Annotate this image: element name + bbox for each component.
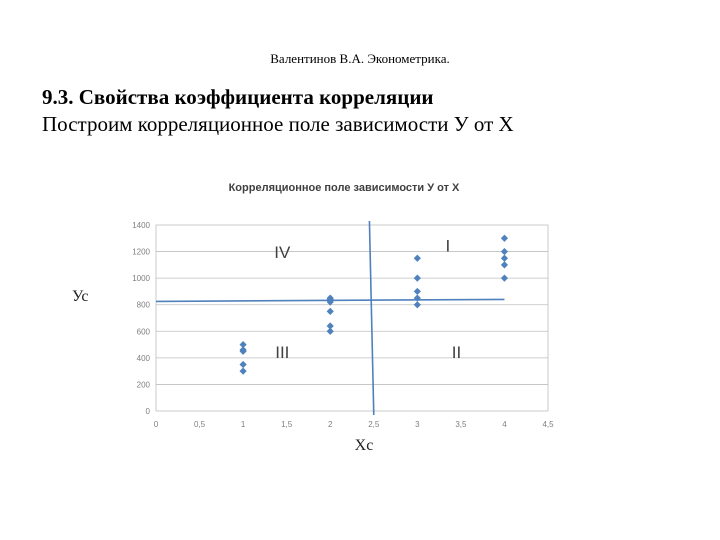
x-tick-label: 1,5	[281, 420, 293, 429]
x-axis-label: Хс	[354, 437, 374, 454]
y-tick-label: 800	[136, 300, 150, 310]
data-point	[240, 368, 247, 375]
x-tick-label: 1	[240, 420, 246, 429]
y-tick-label: 0	[145, 407, 150, 416]
data-point	[414, 275, 421, 282]
data-point	[240, 361, 247, 368]
data-point	[501, 235, 508, 242]
data-point	[414, 301, 421, 308]
section-subtitle: Построим корреляционное поле зависимости У от Х	[42, 112, 514, 136]
y-tick-label: 200	[136, 380, 150, 390]
data-point	[414, 255, 421, 262]
data-point	[240, 341, 247, 348]
page-header: Валентинов В.А. Эконометрика.	[270, 51, 450, 66]
y-axis-label: Ус	[72, 288, 89, 305]
quadrant-label: I	[445, 236, 451, 256]
correlation-figure	[60, 170, 580, 470]
quadrant-label: IV	[274, 243, 291, 263]
data-point	[501, 275, 508, 282]
x-tick-label: 0	[153, 420, 159, 429]
x-tick-label: 2	[327, 420, 333, 429]
x-tick-label: 4,5	[542, 420, 554, 429]
mean-x-line	[369, 221, 373, 415]
x-tick-label: 0,5	[193, 420, 206, 429]
data-point	[501, 248, 508, 255]
data-point	[327, 308, 334, 315]
data-point	[501, 255, 508, 262]
y-tick-label: 1000	[132, 274, 150, 284]
y-tick-label: 1400	[132, 221, 150, 230]
quadrant-label: III	[275, 342, 290, 362]
chart-title: Корреляционное поле зависимости У от Х	[228, 182, 460, 194]
data-point	[327, 322, 334, 329]
data-point	[414, 288, 421, 295]
y-tick-label: 600	[136, 327, 150, 337]
plot-area-frame	[156, 225, 548, 411]
x-tick-label: 4	[502, 420, 507, 429]
data-point	[501, 261, 508, 268]
x-tick-label: 3	[415, 420, 420, 429]
scatter-chart	[60, 170, 580, 470]
y-tick-label: 400	[136, 353, 150, 363]
y-tick-label: 1200	[132, 247, 150, 257]
section-title: 9.3. Свойства коэффициента корреляции	[42, 85, 434, 109]
x-tick-label: 3,5	[455, 420, 467, 429]
x-tick-label: 2,5	[368, 420, 380, 429]
quadrant-label: II	[451, 342, 462, 362]
